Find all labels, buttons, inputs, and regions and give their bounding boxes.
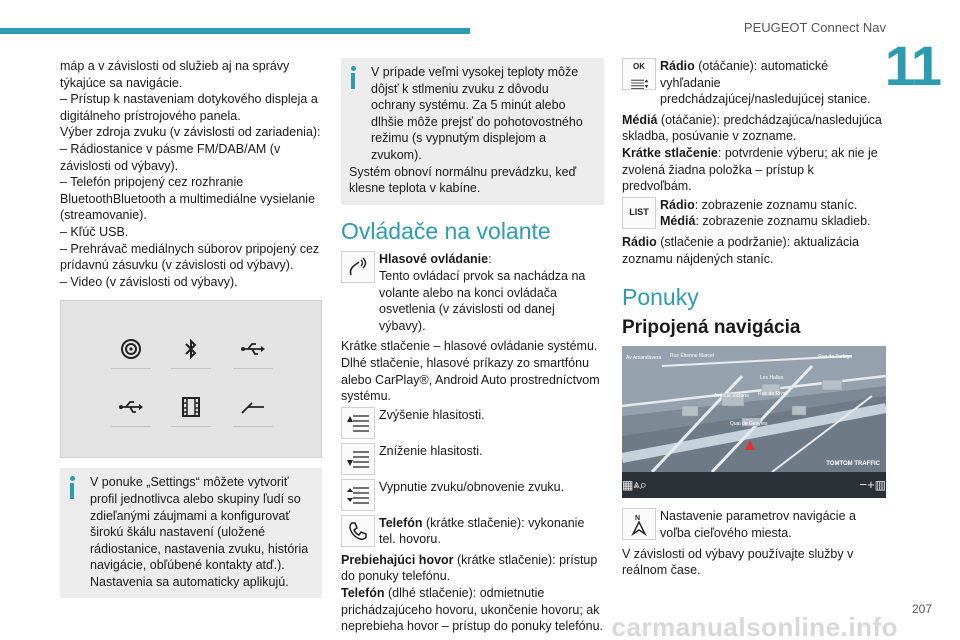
volume-down-text: Zníženie hlasitosti.: [379, 443, 483, 458]
brand-title: PEUGEOT Connect Nav: [743, 20, 886, 35]
voice-control-item: [341, 251, 604, 334]
volume-down-icon: [341, 443, 375, 475]
navigation-map-screenshot: [622, 346, 886, 498]
column-2: [341, 58, 604, 635]
phone-long-text: Telefón (dlhé stlačenie): odmietnutie prichádzajúceho hovoru, ukončenie hovoru; ak neprebieha hovor – prístup do ponuky telefónu.: [341, 586, 603, 634]
navigation-item: [622, 508, 886, 541]
map-label: Rue Étienne Marcel: [670, 353, 714, 360]
compass-north-icon[interactable]: ⩓: [633, 479, 640, 492]
text-line: – Telefón pripojený cez rozhranie BluetoothBluetooth a multimediálne vysielanie (streamovanie).: [60, 175, 316, 223]
zoom-out-icon[interactable]: −: [859, 477, 868, 493]
list-button-item: [622, 197, 886, 230]
info-text: Systém obnoví normálnu prevádzku, keď klesne teplota v kabíne.: [349, 164, 577, 196]
volume-down-item: [341, 443, 604, 475]
chapter-number: 11: [884, 34, 940, 97]
volume-up-icon: [341, 407, 375, 439]
navigation-arrow-icon: [622, 508, 656, 540]
watermark: carmanualsonline.info: [611, 612, 898, 640]
phone-icon: [341, 515, 375, 547]
voice-more-2: Dlhé stlačenie, hlasové príkazy zo smartfónu alebo CarPlay®, Android Auto prostredníctvom systému.: [341, 355, 600, 404]
aux-jack-icon: [227, 387, 279, 427]
map-label: Rue de Turbigo: [818, 354, 853, 361]
volume-up-item: [341, 407, 604, 439]
page-number: 207: [911, 602, 932, 616]
radio-icon: [105, 329, 157, 369]
radio-hold-text: Rádio (stlačenie a podržanie): aktualizácia zoznamu nájdených staníc.: [622, 234, 859, 266]
text-line: – Prehrávač mediálnych súborov pripojený cez prídavnú zásuvku (v závislosti od výbavy).: [60, 241, 320, 273]
list-radio-text: Rádio: zobrazenie zoznamu staníc.: [660, 197, 858, 212]
phone-item: [341, 515, 604, 548]
voice-control-icon: [341, 251, 375, 283]
text-line: – Kľúč USB.: [60, 224, 129, 239]
map-label: Les Halles: [760, 375, 784, 382]
column-3: [622, 58, 886, 579]
subsection-heading: Pripojená navigácia: [622, 316, 801, 338]
bluetooth-icon: [165, 329, 217, 369]
text-line: – Prístup k nastaveniam dotykového displeja a digitálneho prístrojového panela.: [60, 92, 318, 123]
header-accent-bar: [0, 28, 470, 34]
voice-title: Hlasové ovládanie:: [379, 252, 492, 267]
navigation-text: Nastavenie parametrov navigácie a voľba cieľového miesta.: [660, 509, 856, 540]
list-button-icon: LIST: [622, 197, 656, 229]
text-line: – Rádiostanice v pásme FM/DAB/AM (v závislosti od výbavy).: [60, 141, 281, 173]
zoom-in-icon[interactable]: +: [867, 477, 875, 493]
ok-knob-item: [622, 58, 886, 108]
text-line: máp a v závislosti od služieb aj na správy týkajúce sa navigácie.: [60, 59, 290, 90]
column-1: [60, 58, 322, 598]
usb-icon: [227, 329, 279, 369]
mute-item: [341, 479, 604, 511]
mute-text: Vypnutie zvuku/obnovenie zvuku.: [379, 479, 565, 494]
text-line: Výber zdroja zvuku (v závislosti od zariadenia):: [60, 125, 321, 140]
text-line: – Video (v závislosti od výbavy).: [60, 274, 238, 289]
voice-more-1: Krátke stlačenie – hlasové ovládanie systému.: [341, 339, 598, 354]
video-film-icon: [165, 387, 217, 427]
section-heading: Ponuky: [622, 284, 699, 311]
info-icon: [349, 66, 357, 90]
map-label: Av Amandavera: [626, 355, 662, 362]
info-text: V prípade veľmi vysokej teploty môže dôjsť k stlmeniu zvuku z dôvodu ochrany systému. Za 5 minút alebo dlhšie môže prejsť do pohotovostného režimu (s vypnutým displejom a zvukom).: [371, 65, 583, 162]
navigation-more-text: V závislosti od výbavy používajte služby v reálnom čase.: [622, 546, 854, 578]
settings-info-box: [60, 468, 322, 598]
temperature-info-box: [341, 58, 604, 205]
map-settings-icon[interactable]: ▥: [874, 478, 886, 493]
info-text: V ponuke „Settings“ môžete vytvoriť profil jednotlivca alebo skupiny ľudí so zdieľanými záujmami a konfigurovať širokú škálu nastavení (uložené rádiostanice, nastavenia zvuku, história navigácie, obľúbené kontakty atď.). Nastavenia sa automaticky aplikujú.: [90, 475, 309, 589]
short-press-text: Krátke stlačenie: potvrdenie výberu; ak nie je zvolená žiadna položka – prístup k predvoľbám.: [622, 145, 878, 194]
radio-rotate-text: Rádio (otáčanie): automatické vyhľadanie predchádzajúcej/nasledujúcej stanice.: [660, 59, 871, 107]
phone-text: Telefón (krátke stlačenie): vykonanie tel. hovoru.: [379, 515, 585, 547]
tomtom-traffic-logo: TOMTOM TRAFFIC: [826, 461, 880, 468]
map-label: Quai de Gesvres: [730, 421, 768, 428]
section-heading: Ovládače na volante: [341, 217, 551, 244]
volume-up-text: Zvýšenie hlasitosti.: [379, 407, 485, 422]
list-media-text: Médiá: zobrazenie zoznamu skladieb.: [660, 214, 871, 229]
map-label: Avenue Victoria: [714, 393, 749, 400]
voice-text: Tento ovládací prvok sa nachádza na volante alebo na konci ovládača osvetlenia (v závislosti od danej výbavy).: [379, 268, 586, 333]
ok-knob-icon: OK: [622, 58, 656, 90]
call-text: Prebiehajúci hovor (krátke stlačenie): prístup do ponuky telefónu.: [341, 552, 598, 584]
info-icon: [68, 476, 76, 500]
media-rotate-text: Médiá (otáčanie): predchádzajúca/nasledujúca skladba, posúvanie v zozname.: [622, 112, 882, 144]
usb-icon: [105, 387, 157, 427]
search-icon[interactable]: ⌕: [639, 477, 647, 493]
map-label: Rue de Rivoli: [758, 391, 788, 398]
map-toolbar: [622, 472, 886, 498]
svg-text:N: N: [635, 515, 641, 523]
source-icon-panel: [60, 300, 322, 458]
checkered-flag-icon[interactable]: ▦: [622, 478, 634, 493]
mute-icon: [341, 479, 375, 511]
